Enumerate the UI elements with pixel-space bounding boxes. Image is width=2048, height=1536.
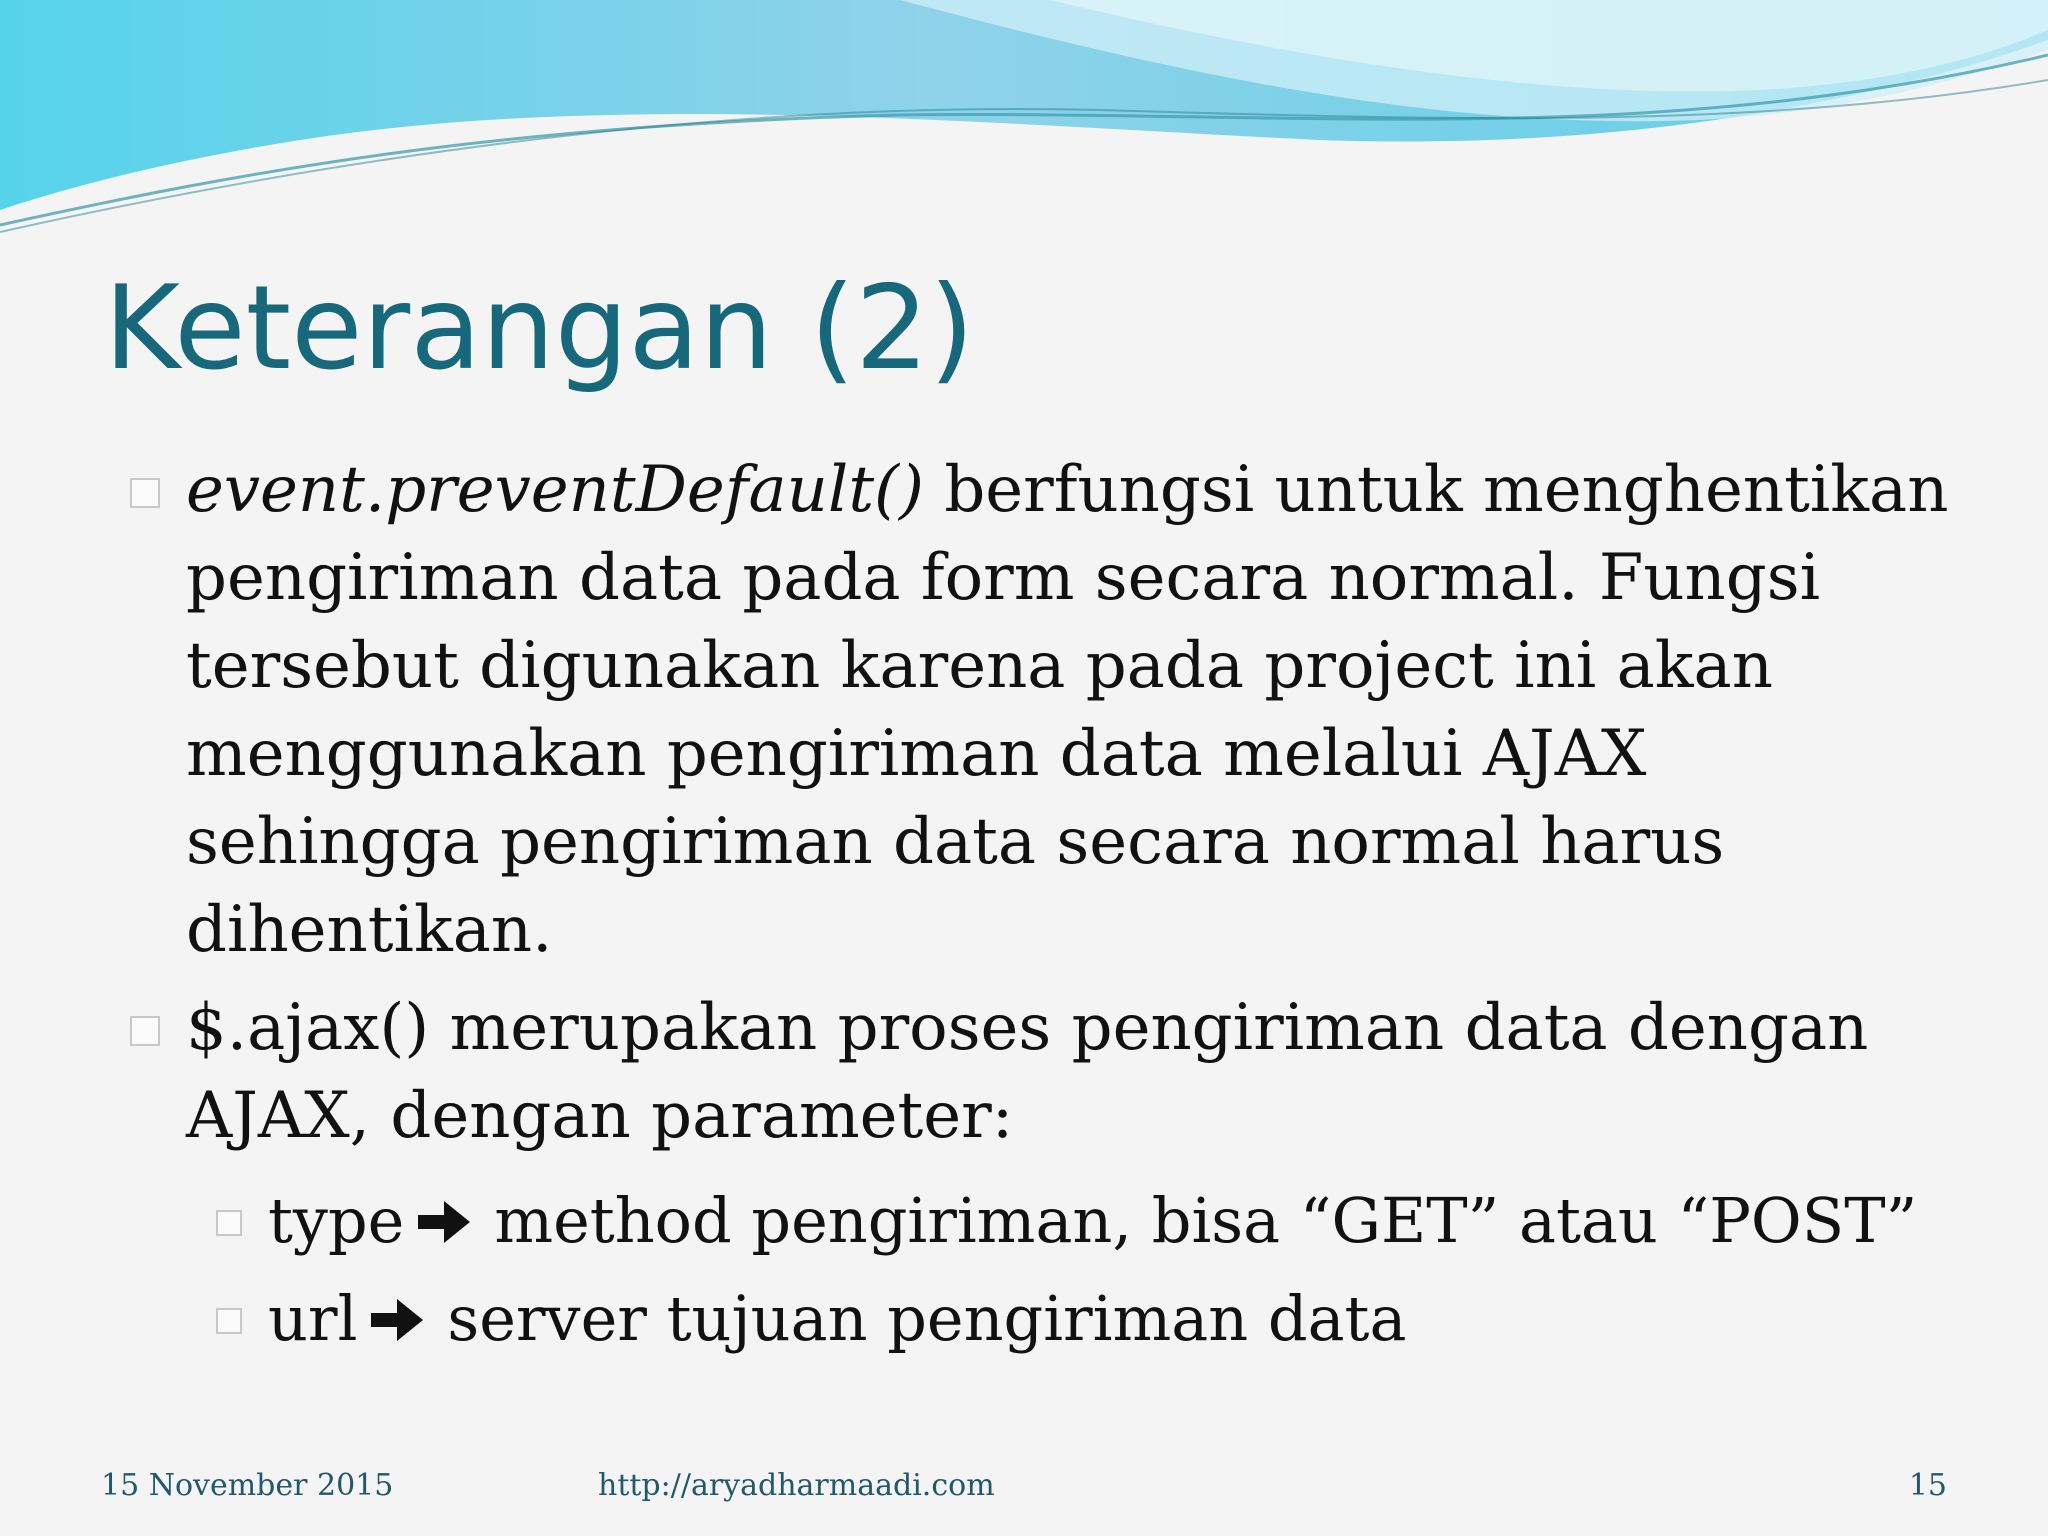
bullet-text: $.ajax() merupakan proses pengiriman data dengan AJAX, dengan parameter:	[186, 991, 1869, 1153]
square-bullet-icon	[130, 478, 160, 508]
header-wave-decoration	[0, 0, 2048, 260]
sub-bullet-url	[216, 1270, 1960, 1368]
page-number: 15	[1908, 1468, 1947, 1503]
slide-title: Keterangan (2)	[104, 261, 975, 396]
square-bullet-icon	[216, 1210, 242, 1236]
right-arrow-icon	[416, 1199, 472, 1245]
param-term: url	[268, 1282, 358, 1355]
slide-content	[130, 446, 1960, 1368]
param-description: server tujuan pengiriman data	[447, 1282, 1407, 1355]
code-term-prevent-default: event.preventDefault()	[186, 453, 924, 527]
square-bullet-icon	[130, 1016, 160, 1046]
ajax-parameter-list	[216, 1172, 1960, 1368]
square-bullet-icon	[216, 1308, 242, 1334]
bullet-ajax	[130, 984, 1960, 1368]
footer-url: http://aryadharmaadi.com	[598, 1468, 995, 1503]
param-description: method pengiriman, bisa “GET” atau “POST”	[494, 1184, 1918, 1257]
sub-bullet-type	[216, 1172, 1960, 1270]
param-term: type	[268, 1184, 405, 1257]
bullet-text: berfungsi untuk menghentikan pengiriman data pada form secara normal. Fungsi tersebut digunakan karena pada project ini akan menggunakan pengiriman data melalui AJAX sehingga pengiriman data secara normal harus dihentikan.	[186, 453, 1949, 967]
bullet-prevent-default	[130, 446, 1960, 974]
footer-date: 15 November 2015	[101, 1468, 394, 1503]
right-arrow-icon	[369, 1297, 425, 1343]
